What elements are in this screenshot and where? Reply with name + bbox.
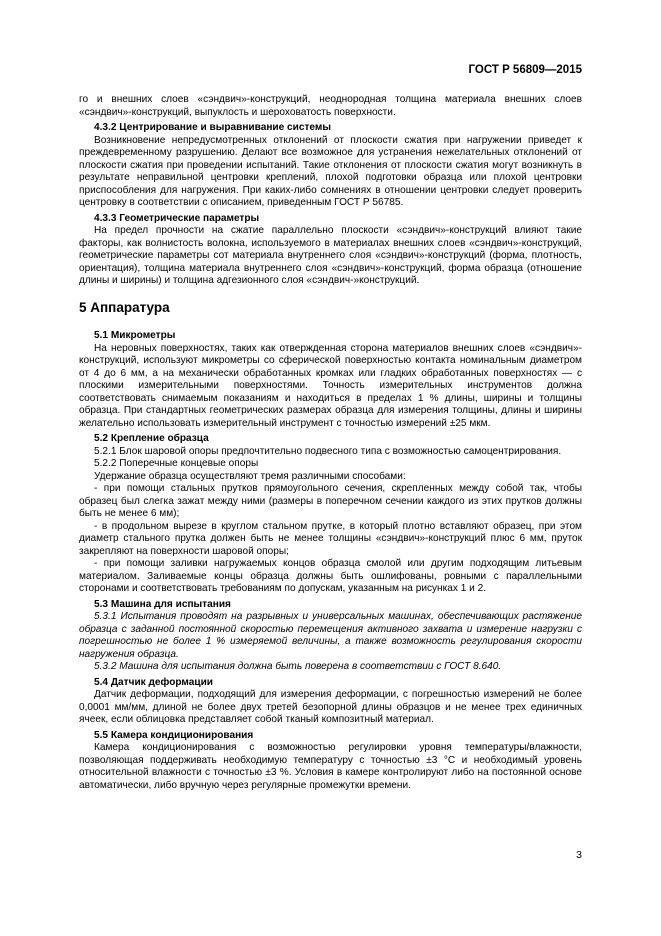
- paragraph-5-2-1: 5.2.1 Блок шаровой опоры предпочтительно подвесного типа с возможностью самоцентрирования.: [94, 445, 562, 457]
- subsection-5-5-title: 5.5 Камера кондиционирования: [94, 729, 254, 741]
- subsection-5-3-title: 5.3 Машина для испытания: [94, 598, 231, 610]
- list-item-slot: - в продольном вырезе в круглом стальном прутке, в который плотно вставляют образец, при этом диаметр стального прутка должен быть не менее толщины «сэндвич»-конструкций плюс 6 мм, пруток закрепляют на поверхности шаровой опоры;: [79, 520, 582, 557]
- paragraph-5-4: Датчик деформации, подходящий для измерения деформации, с погрешностью измерений не более 0,0001 мм/мм, длиной не более двух третей безопорной длины образцов и не менее трех единичных ячеек, если облицовка представляет собой тканый композитный материал.: [79, 689, 582, 725]
- subsection-5-2-title: 5.2 Крепление образца: [94, 433, 209, 444]
- subsection-5-4-title: 5.4 Датчик деформации: [94, 676, 213, 688]
- paragraph-5-3-2: 5.3.2 Машина для испытания должна быть поверена в соответствии с ГОСТ 8.640.: [94, 661, 502, 672]
- paragraph-4-3-3: На предел прочности на сжатие параллельно плоскости «сэндвич»-конструкций влияют такие факторы, как волнистость волокна, используемого в материалах внешних слоев «сэндвич»-конструкций, геометрические параметры сот материала внутреннего слоя «сэндвич»-конструкций (форма, плотность, ориентация), толщина материала внутреннего слоя «сэндвич»-конструкций, форма образца (отношение длины и ширины) и толщина адгезионного слоя «сэндвич-»конструкций.: [79, 225, 582, 286]
- paragraph-5-1: На неровных поверхностях, таких как отвержденная сторона материалов внешних слоев «сэндвич»-конструкций, используют микрометры со сферической поверхностью контакта номинальным диаметром от 4 до 6 мм, а на механически обработанных кромках или гладких обработанных поверхностях — с плоскими измерительными поверхностями. Точность измерительных инструментов должна соответствовать снимаемым показаниям и находиться в пределах 1 % длины, ширины и толщины образца. При стандартных геометрических размерах образца для измерения толщины, длины и ширины желательно использовать измерительный инструмент с точностью измерений ±25 мкм.: [79, 342, 582, 429]
- page-content: [79, 94, 582, 792]
- section-5-title: 5 Аппаратура: [79, 299, 170, 315]
- subsection-5-1-title: 5.1 Микрометры: [94, 330, 176, 341]
- subsection-4-3-3-title: 4.3.3 Геометрические параметры: [94, 212, 260, 224]
- paragraph-5-2-2: 5.2.2 Поперечные концевые опоры: [94, 458, 259, 469]
- list-item-bars: - при помощи стальных прутков прямоугольного сечения, скрепленных между собой так, чтобы образец был слегка зажат между ними (размеры в поперечном сечении каждого из этих прутков должны быть не менее 6 мм);: [79, 483, 582, 519]
- page-number: 3: [576, 849, 582, 861]
- paragraph-4-3-2: Возникновение непредусмотренных отклонений от плоскости сжатия при нагружении приведет к преждевременному разрушению. Делают все возможное для устранения нежелательных отклонений от плоскости сжатия при проведении испытаний. Такие отклонения от плоскости сжатия могут возникнуть в результате неправильной центровки креплений, плохой подготовки образца или плохой центровки приспособления для нагружения. При каких-либо сомнениях в отношении центровки следует проверить центровку в соответствии с описанием, приведенным ГОСТ Р 56785.: [79, 134, 582, 208]
- list-item-potting: - при помощи заливки нагружаемых концов образца смолой или другим подходящим литьевым материалом. Заливаемые концы образца должны быть ошлифованы, ровными с параллельными сторонами и соответствовать требованиям по допускам, указанным на рисунках 1 и 2.: [79, 558, 582, 594]
- paragraph-5-5: Камера кондиционирования с возможностью регулировки уровня температуры/влажности, позволяющая поддерживать необходимую температуру с точностью ±3 °С и необходимый уровень относительной влажности с точностью ±3 %. Условия в камере контролируют либо на постоянной основе автоматически, либо вручную через регулярные промежутки времени.: [79, 742, 582, 791]
- standard-header: ГОСТ Р 56809—2015: [468, 64, 582, 76]
- paragraph-5-3-1: 5.3.1 Испытания проводят на разрывных и универсальных машинах, обеспечивающих растяжение образца с заданной постоянной скоростью перемещения активного захвата и измерение нагрузки с погрешностью не более 1 % измеряемой величины, а также возможность регулирования скорости нагружения образца.: [79, 611, 582, 660]
- paragraph-continuation: го и внешних слоев «сэндвич»-конструкций, неоднородная толщина материала внешних слоев «сэндвич»-конструкций, выпуклость и шероховатость поверхности.: [79, 94, 582, 118]
- subsection-4-3-2-title: 4.3.2 Центрирование и выравнивание системы: [94, 122, 331, 133]
- paragraph-5-2-2-intro: Удержание образца осуществляют тремя различными способами:: [94, 470, 406, 482]
